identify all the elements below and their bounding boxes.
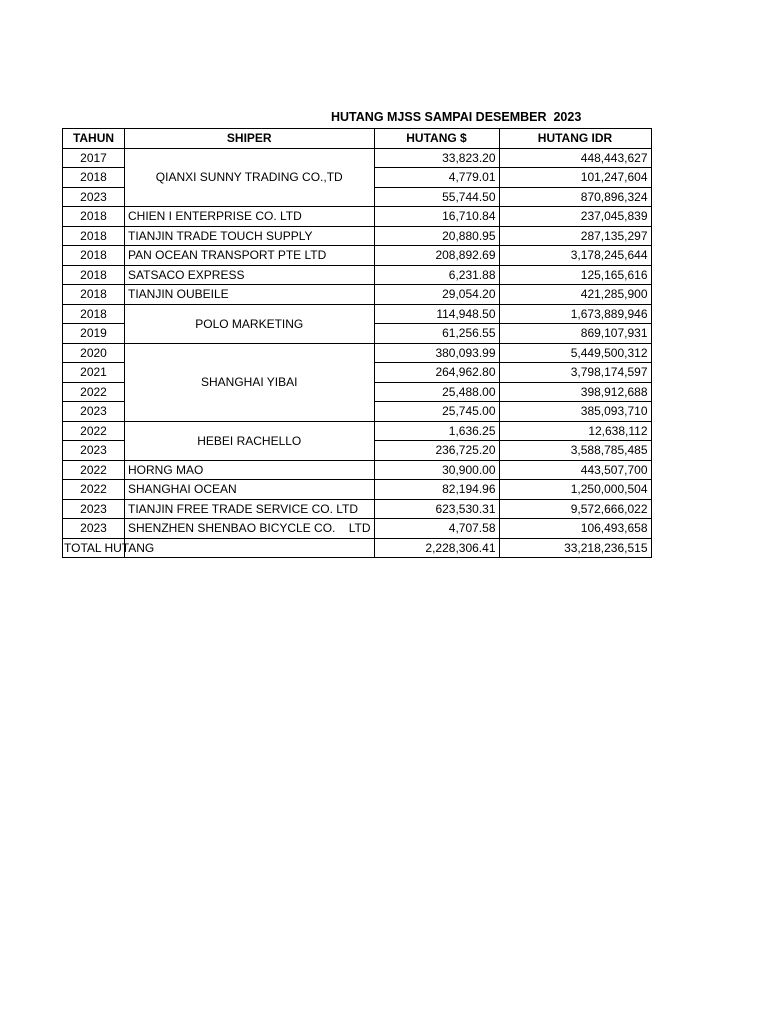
idr-cell: 421,285,900 bbox=[499, 285, 651, 305]
idr-cell: 398,912,688 bbox=[499, 382, 651, 402]
usd-cell: 236,725.20 bbox=[374, 441, 499, 461]
total-idr: 33,218,236,515 bbox=[499, 538, 651, 558]
table-row bbox=[63, 265, 652, 285]
year-cell: 2021 bbox=[63, 363, 125, 383]
table-row bbox=[63, 226, 652, 246]
usd-cell: 61,256.55 bbox=[374, 324, 499, 344]
year-cell: 2023 bbox=[63, 519, 125, 539]
idr-cell: 870,896,324 bbox=[499, 187, 651, 207]
idr-cell: 448,443,627 bbox=[499, 148, 651, 168]
year-cell: 2020 bbox=[63, 343, 125, 363]
shipper-cell: HEBEI RACHELLO bbox=[125, 421, 375, 460]
year-cell: 2023 bbox=[63, 441, 125, 461]
debt-table bbox=[62, 128, 652, 558]
total-usd: 2,228,306.41 bbox=[374, 538, 499, 558]
usd-cell: 1,636.25 bbox=[374, 421, 499, 441]
idr-cell: 9,572,666,022 bbox=[499, 499, 651, 519]
idr-cell: 237,045,839 bbox=[499, 207, 651, 227]
idr-cell: 3,178,245,644 bbox=[499, 246, 651, 266]
shipper-cell: TIANJIN TRADE TOUCH SUPPLY bbox=[125, 226, 375, 246]
table-row bbox=[63, 499, 652, 519]
idr-cell: 443,507,700 bbox=[499, 460, 651, 480]
table-row bbox=[63, 304, 652, 324]
year-cell: 2023 bbox=[63, 187, 125, 207]
usd-cell: 114,948.50 bbox=[374, 304, 499, 324]
year-cell: 2018 bbox=[63, 304, 125, 324]
year-cell: 2023 bbox=[63, 402, 125, 422]
table-row bbox=[63, 343, 652, 363]
year-cell: 2022 bbox=[63, 421, 125, 441]
usd-cell: 264,962.80 bbox=[374, 363, 499, 383]
header-usd: HUTANG $ bbox=[374, 129, 499, 149]
table-row bbox=[63, 285, 652, 305]
idr-cell: 5,449,500,312 bbox=[499, 343, 651, 363]
shipper-cell: SATSACO EXPRESS bbox=[125, 265, 375, 285]
usd-cell: 33,823.20 bbox=[374, 148, 499, 168]
idr-cell: 106,493,658 bbox=[499, 519, 651, 539]
year-cell: 2017 bbox=[63, 148, 125, 168]
usd-cell: 82,194.96 bbox=[374, 480, 499, 500]
shipper-cell: CHIEN I ENTERPRISE CO. LTD bbox=[125, 207, 375, 227]
idr-cell: 869,107,931 bbox=[499, 324, 651, 344]
year-cell: 2023 bbox=[63, 499, 125, 519]
total-label-cell bbox=[63, 538, 375, 558]
year-cell: 2018 bbox=[63, 246, 125, 266]
year-cell: 2022 bbox=[63, 480, 125, 500]
table-row bbox=[63, 246, 652, 266]
idr-cell: 1,673,889,946 bbox=[499, 304, 651, 324]
year-cell: 2022 bbox=[63, 382, 125, 402]
table-row bbox=[63, 480, 652, 500]
year-cell: 2022 bbox=[63, 460, 125, 480]
shipper-cell: SHANGHAI OCEAN bbox=[125, 480, 375, 500]
usd-cell: 20,880.95 bbox=[374, 226, 499, 246]
idr-cell: 287,135,297 bbox=[499, 226, 651, 246]
usd-cell: 16,710.84 bbox=[374, 207, 499, 227]
table-row bbox=[63, 207, 652, 227]
idr-cell: 125,165,616 bbox=[499, 265, 651, 285]
shipper-cell: SHENZHEN SHENBAO BICYCLE CO. LTD bbox=[125, 519, 375, 539]
usd-cell: 25,488.00 bbox=[374, 382, 499, 402]
shipper-cell: HORNG MAO bbox=[125, 460, 375, 480]
idr-cell: 12,638,112 bbox=[499, 421, 651, 441]
sheet-title: HUTANG MJSS SAMPAI DESEMBER 2023 bbox=[331, 110, 582, 124]
idr-cell: 1,250,000,504 bbox=[499, 480, 651, 500]
usd-cell: 380,093.99 bbox=[374, 343, 499, 363]
table-row bbox=[63, 421, 652, 441]
idr-cell: 101,247,604 bbox=[499, 168, 651, 188]
shipper-cell: POLO MARKETING bbox=[125, 304, 375, 343]
year-cell: 2018 bbox=[63, 226, 125, 246]
usd-cell: 4,707.58 bbox=[374, 519, 499, 539]
total-row bbox=[63, 538, 652, 558]
year-cell: 2018 bbox=[63, 168, 125, 188]
year-cell: 2019 bbox=[63, 324, 125, 344]
shipper-cell: SHANGHAI YIBAI bbox=[125, 343, 375, 421]
usd-cell: 4,779.01 bbox=[374, 168, 499, 188]
year-cell: 2018 bbox=[63, 207, 125, 227]
shipper-cell: QIANXI SUNNY TRADING CO.,TD bbox=[125, 148, 375, 207]
idr-cell: 385,093,710 bbox=[499, 402, 651, 422]
usd-cell: 55,744.50 bbox=[374, 187, 499, 207]
table-row bbox=[63, 519, 652, 539]
table-row bbox=[63, 460, 652, 480]
total-label: TOTAL HUTANG bbox=[64, 540, 155, 555]
usd-cell: 623,530.31 bbox=[374, 499, 499, 519]
usd-cell: 25,745.00 bbox=[374, 402, 499, 422]
shipper-cell: TIANJIN OUBEILE bbox=[125, 285, 375, 305]
header-idr: HUTANG IDR bbox=[499, 129, 651, 149]
year-cell: 2018 bbox=[63, 265, 125, 285]
usd-cell: 208,892.69 bbox=[374, 246, 499, 266]
usd-cell: 30,900.00 bbox=[374, 460, 499, 480]
shipper-cell: TIANJIN FREE TRADE SERVICE CO. LTD bbox=[125, 499, 375, 519]
header-shipper: SHIPER bbox=[125, 129, 375, 149]
shipper-cell: PAN OCEAN TRANSPORT PTE LTD bbox=[125, 246, 375, 266]
table-row bbox=[63, 148, 652, 168]
idr-cell: 3,798,174,597 bbox=[499, 363, 651, 383]
idr-cell: 3,588,785,485 bbox=[499, 441, 651, 461]
header-year: TAHUN bbox=[63, 129, 125, 149]
usd-cell: 6,231.88 bbox=[374, 265, 499, 285]
year-cell: 2018 bbox=[63, 285, 125, 305]
usd-cell: 29,054.20 bbox=[374, 285, 499, 305]
header-row bbox=[63, 129, 652, 149]
